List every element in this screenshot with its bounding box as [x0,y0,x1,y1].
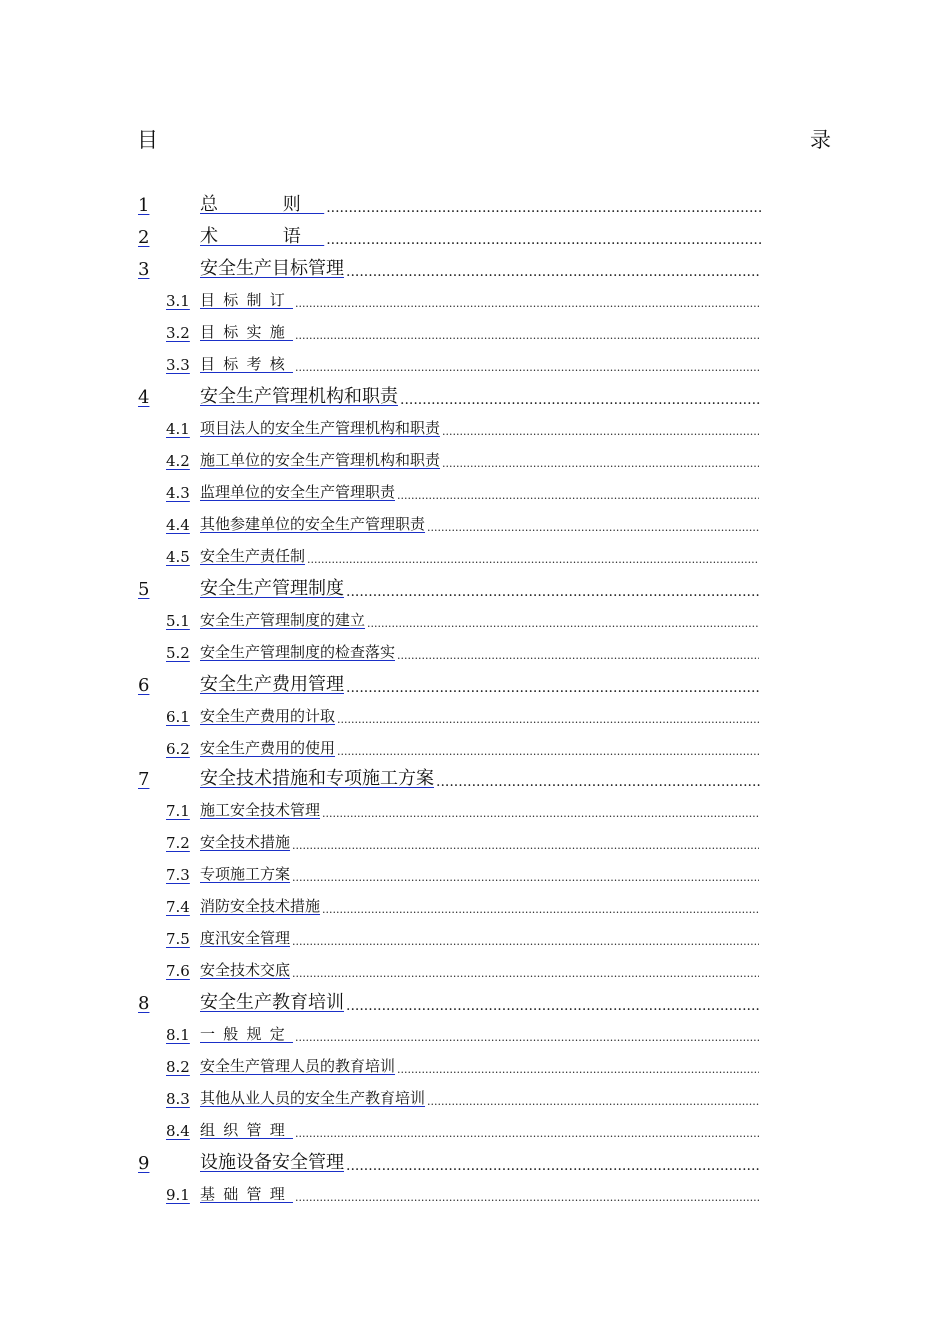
toc-entry-number[interactable]: 7 [138,769,150,790]
toc-entry-number[interactable]: 4.1 [166,420,190,438]
toc-entry-number[interactable]: 8.1 [166,1026,190,1044]
toc-entry[interactable] [166,480,759,502]
dot-leader [346,680,761,696]
toc-title-right: 录 [810,128,831,152]
dot-leader [337,713,759,726]
toc-entry[interactable] [166,608,759,630]
toc-entry[interactable] [138,764,761,790]
dot-leader [346,998,761,1014]
toc-entry-number[interactable]: 3.1 [166,292,190,310]
toc-entry-label[interactable]: 施工安全技术管理 [200,801,321,819]
toc-entry[interactable] [166,798,759,820]
dot-leader [295,1191,759,1204]
dot-leader [292,839,759,852]
toc-entry-label[interactable]: 施工单位的安全生产管理机构和职责 [200,451,441,469]
toc-entry-label[interactable]: 监理单位的安全生产管理职责 [200,483,396,501]
toc-entry-label[interactable]: 安全生产管理人员的教育培训 [200,1057,396,1075]
toc-entry[interactable] [166,830,759,852]
toc-entry-number[interactable]: 6.2 [166,740,190,758]
toc-entry[interactable] [166,894,759,916]
dot-leader [295,297,759,310]
toc-entry-number[interactable]: 7.1 [166,802,190,820]
toc-entry-number[interactable]: 4.3 [166,484,190,502]
toc-entry-label[interactable]: 术 语 [200,226,325,247]
dot-leader [436,774,761,790]
toc-entry-number[interactable]: 9.1 [166,1186,190,1204]
toc-entry-number[interactable]: 8.4 [166,1122,190,1140]
dot-leader [367,617,759,630]
toc-entry[interactable] [138,190,761,216]
toc-entry-label[interactable]: 消防安全技术措施 [200,897,321,915]
toc-entry-number[interactable]: 7.2 [166,834,190,852]
toc-entry-number[interactable]: 8.2 [166,1058,190,1076]
dot-leader [295,1127,759,1140]
toc-entry[interactable] [138,988,761,1014]
toc-entry-label[interactable]: 组织管理 [200,1121,294,1139]
toc-entry-number[interactable]: 4.4 [166,516,190,534]
toc-entry[interactable] [166,736,759,758]
toc-entry[interactable] [166,320,759,342]
toc-entry-label[interactable]: 设施设备安全管理 [200,1152,344,1173]
dot-leader [427,1095,759,1108]
toc-entry-label[interactable]: 安全生产管理制度的建立 [200,611,366,629]
toc-entry[interactable] [166,544,759,566]
toc-entry-number[interactable]: 3 [138,259,150,280]
dot-leader [307,553,759,566]
toc-entry-label[interactable]: 基础管理 [200,1185,294,1203]
toc-entry-label[interactable]: 安全生产费用管理 [200,674,344,695]
toc-entry[interactable] [138,254,761,280]
toc-entry-number[interactable]: 5.2 [166,644,190,662]
toc-entry-label[interactable]: 目标考核 [200,355,294,373]
toc-entry-number[interactable]: 7.5 [166,930,190,948]
toc-entry[interactable] [166,704,759,726]
toc-entry-label[interactable]: 安全生产管理制度 [200,578,344,599]
toc-entry-label[interactable]: 安全生产费用的计取 [200,707,336,725]
dot-leader [292,935,759,948]
toc-entry-label[interactable]: 度汛安全管理 [200,929,291,947]
dot-leader [295,1031,759,1044]
toc-title-left: 目 [137,128,158,152]
toc-entry-number[interactable]: 7.4 [166,898,190,916]
toc-entry-number[interactable]: 6.1 [166,708,190,726]
toc-entry[interactable] [138,382,761,408]
dot-leader [292,967,759,980]
toc-entry-number[interactable]: 9 [138,1153,150,1174]
toc-entry[interactable] [166,512,759,534]
toc-entry-number[interactable]: 6 [138,675,150,696]
toc-entry-label[interactable]: 其他从业人员的安全生产教育培训 [200,1089,426,1107]
toc-entry-number[interactable]: 7.3 [166,866,190,884]
toc-entry[interactable] [166,416,759,438]
toc-entry-label[interactable]: 专项施工方案 [200,865,291,883]
toc-entry[interactable] [166,1022,759,1044]
toc-entry-number[interactable]: 8.3 [166,1090,190,1108]
dot-leader [397,489,759,502]
dot-leader [295,361,759,374]
toc-entry-number[interactable]: 7.6 [166,962,190,980]
dot-leader [326,200,761,216]
toc-entry-label[interactable]: 目标实施 [200,323,294,341]
toc-entry[interactable] [138,1148,761,1174]
toc-entry-label[interactable]: 安全生产费用的使用 [200,739,336,757]
toc-entry-number[interactable]: 8 [138,993,150,1014]
dot-leader [346,1158,761,1174]
dot-leader [427,521,759,534]
toc-entry-label[interactable]: 目标制订 [200,291,294,309]
toc-entry-label[interactable]: 安全生产责任制 [200,547,306,565]
toc-entry[interactable] [166,862,759,884]
toc-entry-number[interactable]: 4.2 [166,452,190,470]
toc-entry-number[interactable]: 3.3 [166,356,190,374]
toc-entry-label[interactable]: 一般规定 [200,1025,294,1043]
toc-entry[interactable] [166,448,759,470]
toc-entry-label[interactable]: 安全生产管理制度的检查落实 [200,643,396,661]
toc-entry[interactable] [166,352,759,374]
dot-leader [337,745,759,758]
toc-entry-number[interactable]: 4.5 [166,548,190,566]
toc-entry[interactable] [166,1182,759,1204]
dot-leader [442,457,759,470]
toc-entry-label[interactable]: 安全技术交底 [200,961,291,979]
toc-entry-label[interactable]: 安全技术措施 [200,833,291,851]
toc-entry-number[interactable]: 5 [138,579,150,600]
toc-entry-number[interactable]: 1 [138,195,150,216]
toc-entry-label[interactable]: 安全生产教育培训 [200,992,344,1013]
toc-entry[interactable] [138,670,761,696]
toc-entry-label[interactable]: 总 则 [200,194,325,215]
toc-entry-label[interactable]: 项目法人的安全生产管理机构和职责 [200,419,441,437]
toc-entry[interactable] [166,1118,759,1140]
dot-leader [346,584,761,600]
dot-leader [292,871,759,884]
dot-leader [326,232,761,248]
dot-leader [442,425,759,438]
toc-entry[interactable] [166,1086,759,1108]
toc-entry[interactable] [166,926,759,948]
toc-entry-label[interactable]: 安全技术措施和专项施工方案 [200,768,434,789]
toc-entry-number[interactable]: 2 [138,227,150,248]
toc-entry-label[interactable]: 安全生产管理机构和职责 [200,386,398,407]
dot-leader [397,1063,759,1076]
toc-entry[interactable] [138,222,761,248]
dot-leader [397,649,759,662]
toc-entry-number[interactable]: 5.1 [166,612,190,630]
dot-leader [322,903,759,916]
toc-entry-label[interactable]: 其他参建单位的安全生产管理职责 [200,515,426,533]
toc-entry-label[interactable]: 安全生产目标管理 [200,258,344,279]
toc-entry-number[interactable]: 3.2 [166,324,190,342]
toc-entry[interactable] [166,640,759,662]
toc-entry[interactable] [166,288,759,310]
dot-leader [295,329,759,342]
dot-leader [400,392,761,408]
toc-entry[interactable] [138,574,761,600]
toc-entry[interactable] [166,958,759,980]
toc-entry-number[interactable]: 4 [138,387,150,408]
toc-entry[interactable] [166,1054,759,1076]
dot-leader [322,807,759,820]
dot-leader [346,264,761,280]
